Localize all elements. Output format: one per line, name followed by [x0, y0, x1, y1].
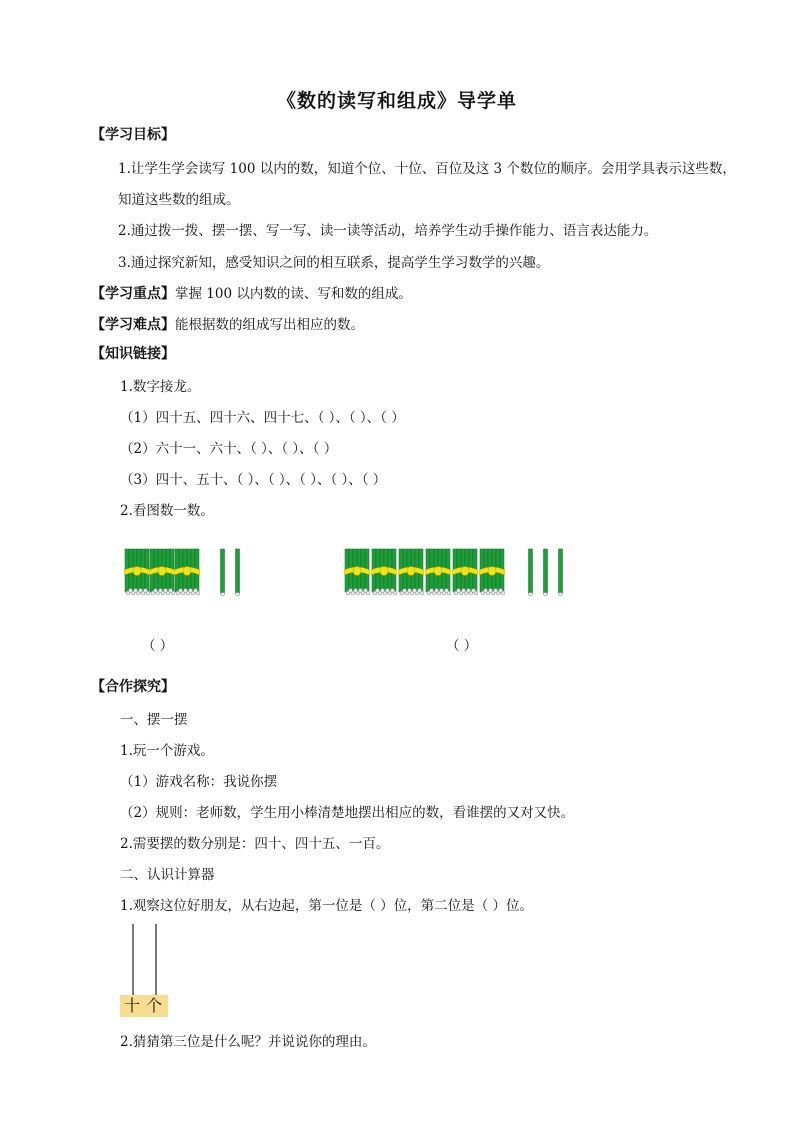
abacus-rod-ones: [155, 924, 157, 996]
abacus-place-labels: 十个: [120, 995, 168, 1017]
knowledge-heading: 【知识链接】: [91, 346, 175, 362]
page-title: 《数的读写和组成》导学单: [276, 90, 517, 112]
part-2-q1: 1.观察这位好朋友，从右边起，第一位是（ ）位，第二位是（ ）位。: [120, 898, 533, 914]
key-point: [91, 282, 412, 303]
explore-heading: 【合作探究】: [91, 679, 175, 695]
part-2-title: 二、认识计算器: [120, 867, 215, 883]
key-point-text: 掌握 100 以内数的读、写和数的组成。: [175, 286, 412, 302]
sequence-2: （2）六十一、六十、（ ）、（ ）、（ ）: [120, 441, 338, 457]
sequence-3: （3）四十、五十、（ ）、（ ）、（ ）、（ ）、（ ）: [120, 472, 387, 488]
part-2-q2: 2.猜猜第三位是什么呢？并说说你的理由。: [120, 1034, 376, 1050]
answer-blank-right[interactable]: （ ）: [446, 638, 478, 654]
goal-1-line-1: 1.让学生学会读写 100 以内的数，知道个位、十位、百位及这 3 个数位的顺序。会用学具表示这些数，: [118, 161, 736, 177]
stick-bundle-icon: [452, 548, 478, 596]
single-stick-icon: [235, 548, 240, 596]
difficulty-text: 能根据数的组成写出相应的数。: [175, 317, 364, 333]
goals-heading: 【学习目标】: [91, 127, 175, 143]
key-point-heading: 【学习重点】: [91, 286, 175, 302]
stick-bundle-icon: [344, 548, 370, 596]
stick-bundle-icon: [124, 548, 150, 596]
abacus-rod-tens: [132, 924, 134, 996]
single-stick-icon: [528, 548, 533, 596]
stick-bundle-icon: [425, 548, 451, 596]
goal-3: 3.通过探究新知，感受知识之间的相互联系，提高学生学习数学的兴趣。: [118, 255, 550, 271]
stick-bundle-icon: [371, 548, 397, 596]
knowledge-q1: 1.数字接龙。: [120, 379, 201, 395]
stick-bundle-icon: [479, 548, 505, 596]
part-1-title: 一、摆一摆: [120, 712, 188, 728]
game-name: （1）游戏名称：我说你摆: [120, 774, 278, 790]
game-rule: （2）规则：老师数，学生用小棒清楚地摆出相应的数，看谁摆的又对又快。: [120, 805, 575, 821]
answer-blank-left[interactable]: （ ）: [142, 638, 174, 654]
stick-bundle-icon: [174, 548, 200, 596]
difficulty-heading: 【学习难点】: [91, 317, 175, 333]
stick-bundle-icon: [398, 548, 424, 596]
stick-bundle-icon: [149, 548, 175, 596]
difficulty: [91, 313, 364, 334]
single-stick-icon: [220, 548, 225, 596]
goal-1-line-2: 知道这些数的组成。: [118, 192, 240, 208]
single-stick-icon: [543, 548, 548, 596]
knowledge-q2: 2.看图数一数。: [120, 503, 214, 519]
single-stick-icon: [558, 548, 563, 596]
part-1-q1: 1.玩一个游戏。: [120, 743, 214, 759]
part-1-q2: 2.需要摆的数分别是：四十、四十五、一百。: [120, 836, 390, 852]
goal-2: 2.通过拨一拨、摆一摆、写一写、读一读等活动，培养学生动手操作能力、语言表达能力。: [118, 223, 658, 239]
sequence-1: （1）四十五、四十六、四十七、（ ）、（ ）、（ ）: [120, 410, 405, 426]
